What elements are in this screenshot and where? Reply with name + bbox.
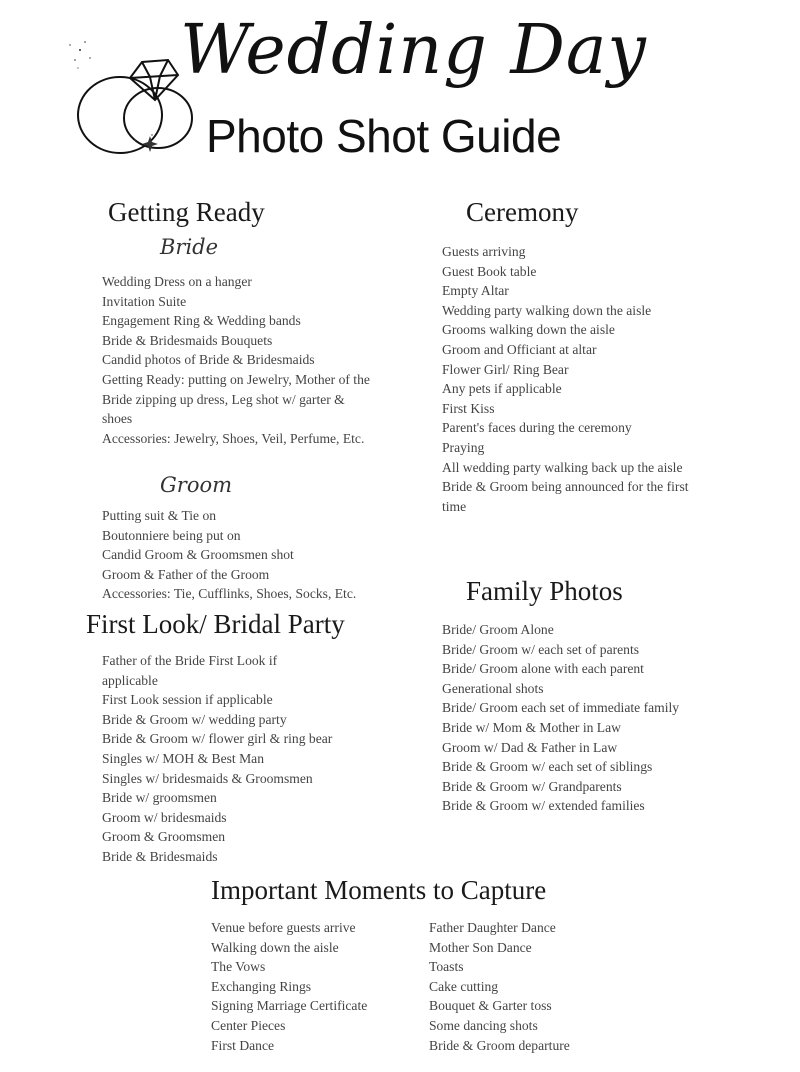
list-item: Walking down the aisle xyxy=(211,939,339,955)
list-item: First Look session if applicable xyxy=(102,692,273,708)
list-item: Cake cutting xyxy=(429,978,499,994)
list-item: Boutonniere being put on xyxy=(102,527,241,543)
list-item: Bride & Groom w/ Grandparents xyxy=(442,778,622,794)
groom-shot-list xyxy=(102,506,402,604)
list-item: Bride & Groom departure xyxy=(429,1037,570,1053)
list-item: Bride/ Groom Alone xyxy=(442,622,554,637)
list-item: Bouquet & Garter toss xyxy=(429,998,552,1014)
list-item: Bride & Groom w/ flower girl & ring bear xyxy=(102,731,333,747)
list-item: Bride & Bridesmaids xyxy=(102,848,218,864)
list-item: Groom & Groomsmen xyxy=(102,829,226,845)
list-item: Accessories: Jewelry, Shoes, Veil, Perfume, Etc. xyxy=(102,430,365,446)
bride-shot-list xyxy=(102,272,387,448)
page-title: Wedding Day xyxy=(180,11,647,90)
list-item: Engagement Ring & Wedding bands xyxy=(102,313,301,329)
list-item: All wedding party walking back up the aisle xyxy=(442,459,683,475)
first-look-heading: First Look/ Bridal Party xyxy=(86,609,345,639)
list-item: Praying xyxy=(442,439,485,455)
list-item: Accessories: Tie, Cufflinks, Shoes, Socks, Etc. xyxy=(102,586,357,602)
list-item: Groom w/ Dad & Father in Law xyxy=(442,739,618,755)
list-item: Signing Marriage Certificate xyxy=(211,998,368,1014)
list-item: First Dance xyxy=(211,1037,275,1053)
list-item: Bride/ Groom alone with each parent xyxy=(442,661,644,677)
list-item: Flower Girl/ Ring Bear xyxy=(442,361,569,377)
list-item: Singles w/ MOH & Best Man xyxy=(102,750,264,766)
list-item: Parent's faces during the ceremony xyxy=(442,420,632,436)
important-moments-heading: Important Moments to Capture xyxy=(211,875,547,905)
list-item: Getting Ready: putting on Jewelry, Mother of the Bride zipping up dress, Leg shot w/ garter & shoes xyxy=(102,371,370,427)
moments-right-list xyxy=(429,918,639,1055)
list-item: Some dancing shots xyxy=(429,1017,538,1033)
list-item: Empty Altar xyxy=(442,283,509,299)
list-item: Wedding party walking down the aisle xyxy=(442,302,652,318)
ceremony-shot-list xyxy=(442,242,732,516)
list-item: Father Daughter Dance xyxy=(429,920,556,935)
list-item: Bride & Groom w/ wedding party xyxy=(102,711,287,727)
list-item: Bride/ Groom each set of immediate family xyxy=(442,700,680,716)
getting-ready-heading: Getting Ready xyxy=(108,197,265,227)
list-item: Any pets if applicable xyxy=(442,381,562,397)
ceremony-heading: Ceremony xyxy=(466,197,579,227)
list-item: Grooms walking down the aisle xyxy=(442,322,615,338)
first-look-shot-list xyxy=(102,651,362,867)
list-item: Toasts xyxy=(429,959,464,975)
moments-left-list xyxy=(211,918,421,1055)
page-subtitle: Photo Shot Guide xyxy=(206,110,562,162)
list-item: Bride & Groom being announced for the first time xyxy=(442,479,689,514)
list-item: Father of the Bride First Look if applicable xyxy=(102,653,278,688)
list-item: Bride w/ groomsmen xyxy=(102,790,217,806)
list-item: Mother Son Dance xyxy=(429,939,532,955)
bride-subheading: Bride xyxy=(160,235,219,259)
list-item: Bride/ Groom w/ each set of parents xyxy=(442,641,640,657)
list-item: First Kiss xyxy=(442,400,495,416)
list-item: Putting suit & Tie on xyxy=(102,508,217,523)
list-item: Wedding Dress on a hanger xyxy=(102,274,252,289)
list-item: Guests arriving xyxy=(442,244,526,259)
family-shot-list xyxy=(442,620,742,816)
list-item: Bride & Groom w/ each set of siblings xyxy=(442,759,653,775)
list-item: Groom and Officiant at altar xyxy=(442,341,597,357)
list-item: Groom & Father of the Groom xyxy=(102,566,270,582)
family-photos-heading: Family Photos xyxy=(466,576,623,606)
list-item: Invitation Suite xyxy=(102,293,187,309)
list-item: The Vows xyxy=(211,959,266,975)
list-item: Venue before guests arrive xyxy=(211,920,356,935)
list-item: Exchanging Rings xyxy=(211,978,312,994)
list-item: Candid photos of Bride & Bridesmaids xyxy=(102,352,315,368)
list-item: Bride & Groom w/ extended families xyxy=(442,798,645,814)
list-item: Bride & Bridesmaids Bouquets xyxy=(102,332,273,348)
list-item: Guest Book table xyxy=(442,263,537,279)
list-item: Singles w/ bridesmaids & Groomsmen xyxy=(102,770,313,786)
list-item: Center Pieces xyxy=(211,1017,286,1033)
list-item: Groom w/ bridesmaids xyxy=(102,809,227,825)
list-item: Candid Groom & Groomsmen shot xyxy=(102,547,294,563)
list-item: Generational shots xyxy=(442,680,544,696)
list-item: Bride w/ Mom & Mother in Law xyxy=(442,719,621,735)
groom-subheading: Groom xyxy=(160,473,233,497)
